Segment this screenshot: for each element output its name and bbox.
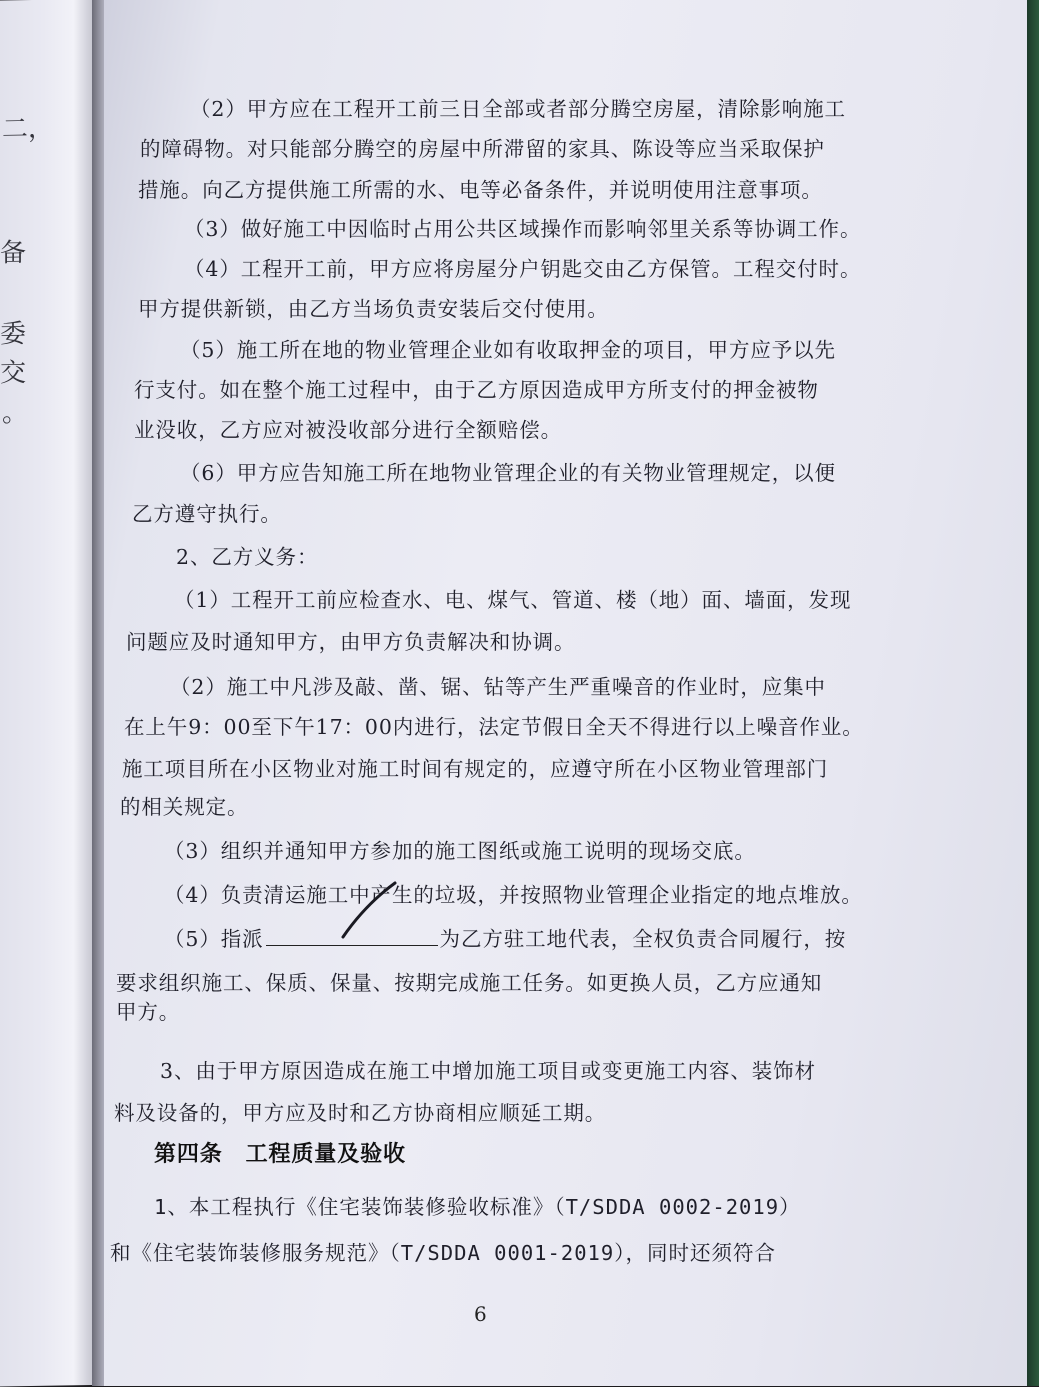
page-number: 6 (474, 1302, 487, 1326)
text-line: 施工项目所在小区物业对施工时间有规定的，应遵守所在小区物业管理部门 (122, 757, 829, 781)
text-line: 的相关规定。 (120, 795, 249, 819)
article-heading: 第四条 工程质量及验收 (154, 1141, 406, 1167)
text-line: 问题应及时通知甲方，由甲方负责解决和协调。 (126, 630, 576, 654)
left-page-fragment: 交 (0, 358, 27, 389)
document-page (104, 0, 1039, 1386)
text-line: 乙方遵守执行。 (132, 502, 282, 526)
text-line: 的障碍物。对只能部分腾空的房屋中所滞留的家具、陈设等应当采取保护 (140, 137, 825, 161)
text-line: 3、由于甲方原因造成在施工中增加施工项目或变更施工内容、装饰材 (160, 1059, 816, 1083)
text-line: 1、本工程执行《住宅装饰装修验收标准》（T/SDDA 0002-2019） (154, 1195, 801, 1219)
text-segment: （5）指派 (164, 927, 264, 951)
text-line: （1）工程开工前应检查水、电、煤气、管道、楼（地）面、墙面，发现 (174, 588, 852, 612)
text-line: 行支付。如在整个施工过程中，由于乙方原因造成甲方所支付的押金被物 (134, 378, 819, 402)
text-line: （3）组织并通知甲方参加的施工图纸或施工说明的现场交底。 (164, 839, 756, 863)
background-edge (1027, 0, 1039, 1386)
text-line: 措施。向乙方提供施工所需的水、电等必备条件，并说明使用注意事项。 (138, 178, 823, 202)
left-page-fragment: 。 (2, 398, 29, 429)
text-line: 料及设备的，甲方应及时和乙方协商相应顺延工期。 (114, 1101, 607, 1125)
text-line: 和《住宅装饰装修服务规范》（T/SDDA 0001-2019），同时还须符合 (110, 1241, 776, 1265)
text-line: （2）施工中凡涉及敲、凿、锯、钻等产生严重噪音的作业时，应集中 (170, 675, 826, 699)
left-page-fragment: 备 (0, 238, 27, 269)
text-line-with-blank (164, 922, 846, 952)
section-heading: 2、乙方义务： (176, 545, 319, 569)
text-line: 业没收，乙方应对被没收部分进行全额赔偿。 (134, 418, 562, 442)
text-line: （4）工程开工前，甲方应将房屋分户钥匙交由乙方保管。工程交付时。 (184, 257, 862, 281)
text-line: （4）负责清运施工中产生的垃圾，并按照物业管理企业指定的地点堆放。 (164, 883, 863, 907)
left-page-fragment: 委 (0, 319, 27, 350)
adjacent-left-page (0, 0, 94, 1387)
text-line: （3）做好施工中因临时占用公共区域操作而影响邻里关系等协调工作。 (184, 217, 862, 241)
text-line: （6）甲方应告知施工所在地物业管理企业的有关物业管理规定，以便 (180, 461, 836, 485)
handwritten-stroke (335, 875, 405, 945)
text-line: （2）甲方应在工程开工前三日全部或者部分腾空房屋，清除影响施工 (190, 97, 846, 121)
text-segment: 为乙方驻工地代表，全权负责合同履行，按 (439, 927, 847, 951)
left-page-fragment: 二， (2, 113, 55, 145)
text-line: 要求组织施工、保质、保量、按期完成施工任务。如更换人员，乙方应通知 (116, 971, 823, 995)
text-line: 甲方。 (116, 1000, 181, 1024)
text-line: （5）施工所在地的物业管理企业如有收取押金的项目，甲方应予以先 (180, 338, 836, 362)
text-line: 甲方提供新锁，由乙方当场负责安装后交付使用。 (138, 297, 609, 321)
text-line: 在上午9：00至下午17：00内进行，法定节假日全天不得进行以上噪音作业。 (124, 715, 864, 739)
